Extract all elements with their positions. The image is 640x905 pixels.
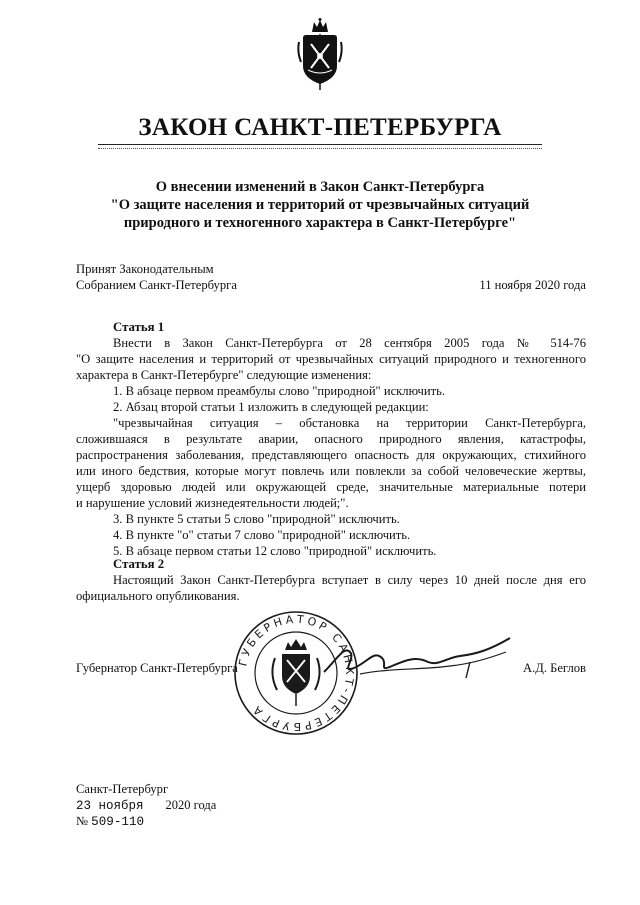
- article-1-line: 5. В абзаце первом статьи 12 слово "природной" исключить.: [113, 544, 437, 558]
- law-subject: [60, 178, 580, 232]
- law-number-prefix: №: [76, 814, 92, 828]
- signing-city: Санкт-Петербург: [76, 782, 169, 796]
- law-title: ЗАКОН САНКТ-ПЕТЕРБУРГА: [138, 114, 502, 141]
- article-1-heading: Статья 1: [113, 320, 165, 334]
- article-1-line: и нарушение условий жизнедеятельности людей;".: [76, 496, 349, 510]
- subject-line: природного и техногенного характера в Санкт-Петербурге": [123, 215, 517, 231]
- signing-day: 23 ноября: [76, 799, 144, 813]
- article-1-line: "чрезвычайная ситуация – обстановка на территории Санкт-Петербурга,: [113, 416, 586, 430]
- handwritten-signature: [320, 628, 520, 698]
- svg-text:ГУБЕРНАТОР САНКТ-ПЕТЕРБУРГА: ГУБЕРНАТОР САНКТ-ПЕТЕРБУРГА: [236, 612, 357, 734]
- article-1-line: 4. В пункте "о" статьи 7 слово "природной" исключить.: [113, 528, 411, 542]
- law-number-value: 509-110: [91, 815, 145, 829]
- article-1-line: Внести в Закон Санкт-Петербурга от 28 сентября 2005 года № 514-76: [113, 336, 586, 350]
- subject-line: О внесении изменений в Закон Санкт-Петербурга: [155, 179, 485, 195]
- article-1-line: сложившаяся в результате аварии, опасного природного явления, катастрофы,: [76, 432, 586, 446]
- article-2-heading: Статья 2: [113, 557, 165, 571]
- title-rule: [98, 144, 542, 145]
- coat-of-arms-emblem: [297, 18, 343, 92]
- adoption-date: 11 ноября 2020 года: [479, 278, 586, 292]
- adoption-info: [76, 262, 237, 293]
- article-2-line: Настоящий Закон Санкт-Петербурга вступает в силу через 10 дней после дня его: [113, 573, 586, 587]
- article-1-line: ущерб здоровью людей или окружающей среде, значительные материальные потери: [76, 480, 586, 494]
- adoption-line: Принят Законодательным: [76, 262, 214, 276]
- law-number: [76, 814, 144, 831]
- adoption-line: Собранием Санкт-Петербурга: [76, 277, 237, 292]
- article-2-line: официального опубликования.: [76, 589, 240, 603]
- governor-title: Губернатор Санкт-Петербурга: [76, 661, 238, 675]
- article-1-line: 2. Абзац второй статьи 1 изложить в следующей редакции:: [113, 400, 429, 414]
- signing-year: 2020 года: [165, 798, 217, 812]
- article-1-line: "О защите населения и территорий от чрезвычайных ситуаций природного и техногенного: [76, 352, 586, 366]
- article-1-line: 1. В абзаце первом преамбулы слово "природной" исключить.: [113, 384, 445, 398]
- article-1-line: распространения заболевания, представляющего опасность для окружающих, стихийного: [76, 448, 586, 462]
- governor-name: А.Д. Беглов: [522, 661, 586, 675]
- signing-date: [76, 798, 216, 813]
- article-1-line: характера в Санкт-Петербурге" следующие изменения:: [76, 368, 372, 382]
- title-rule-dotted: [98, 148, 542, 149]
- subject-line: "О защите населения и территорий от чрезвычайных ситуаций: [110, 197, 530, 213]
- article-1-line: 3. В пункте 5 статьи 5 слово "природной" исключить.: [113, 512, 400, 526]
- article-1-line: или иного бедствия, которые могут повлечь или повлекли за собой человеческие жертвы,: [76, 464, 586, 478]
